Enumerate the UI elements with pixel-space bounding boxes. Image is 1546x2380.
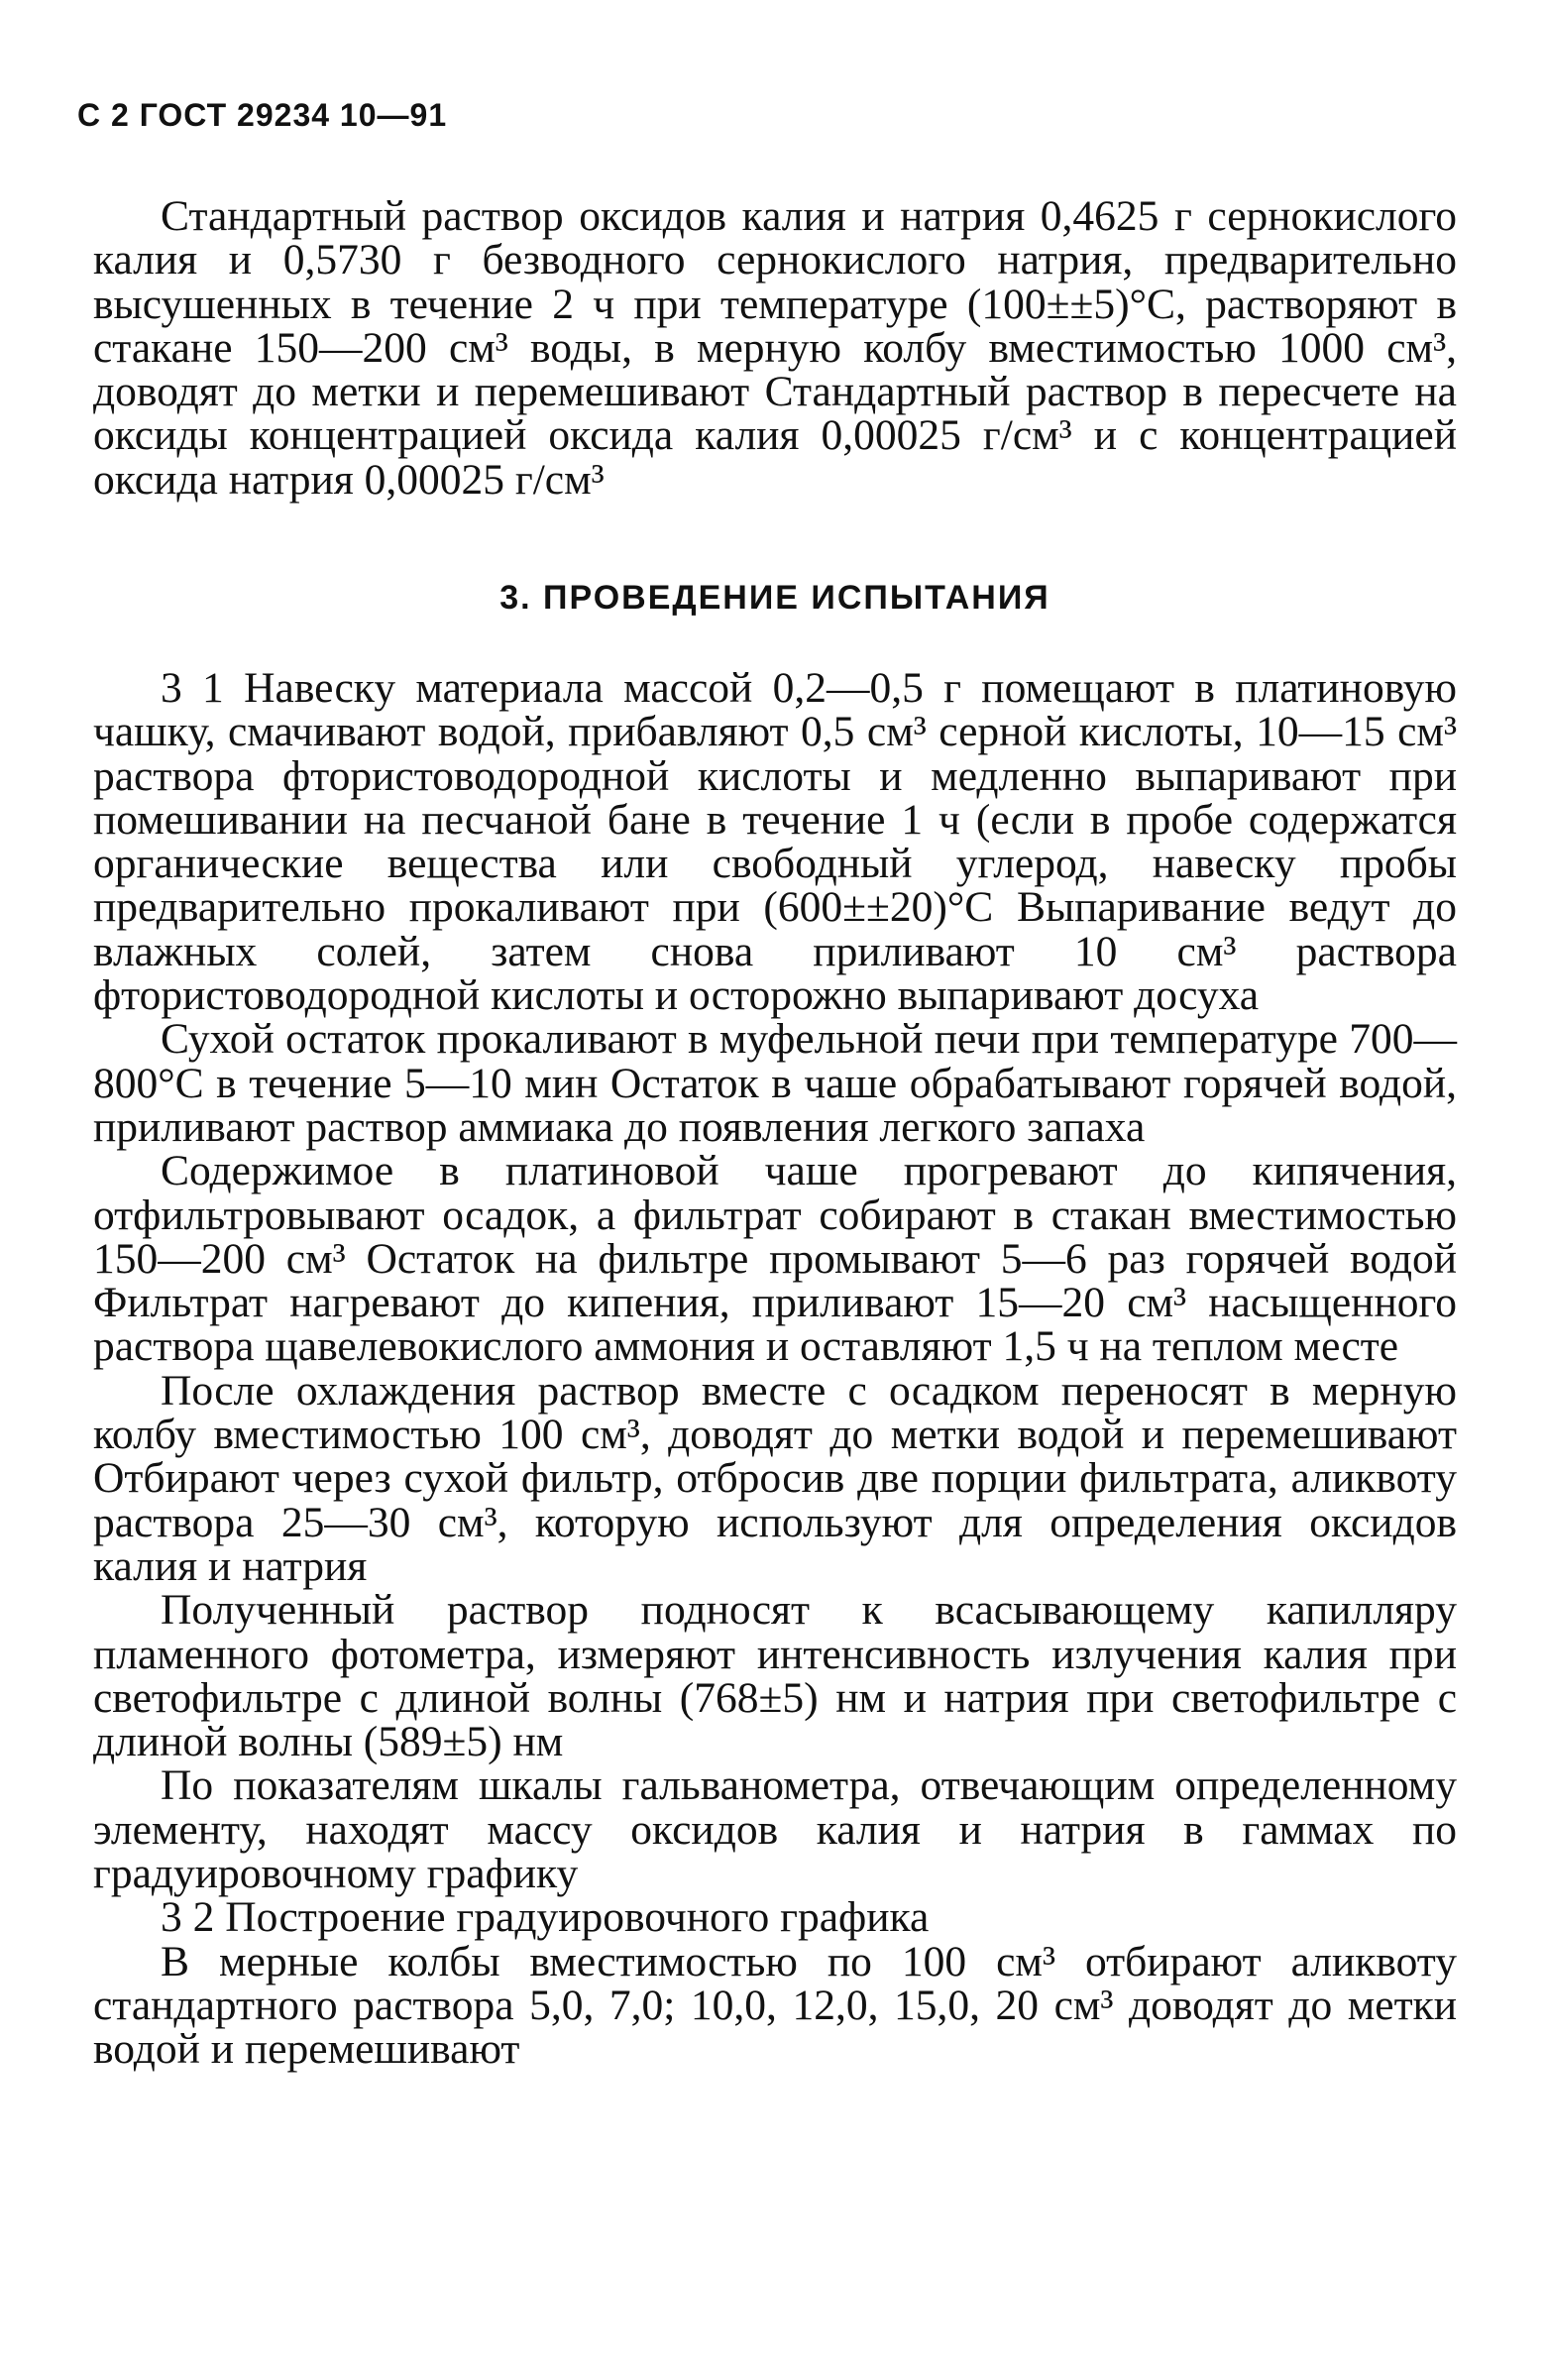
section-title: 3. ПРОВЕДЕНИЕ ИСПЫТАНИЯ — [499, 579, 1050, 617]
intro-block — [93, 194, 1457, 502]
paragraph-3-1: 3 1 Навеску материала массой 0,2—0,5 г помещают в платиновую чашку, смачивают водой, прибавляют 0,5 см³ серной кислоты, 10—15 см³ раствора фтористоводородной кислоты и медленно выпаривают при помешивании на песчаной бане в течение 1 ч (если в пробе содержатся органические вещества или свободный углерод, навеску пробы предварительно прокаливают при (600±±20)°С Выпаривание ведут до влажных солей, затем снова приливают 10 см³ раствора фтористоводородной кислоты и осторожно выпаривают досуха — [93, 664, 1457, 1020]
paragraph-platinum-dish: Содержимое в платиновой чаше прогревают до кипячения, отфильтровывают осадок, а фильтрат собирают в стакан вместимостью 150—200 см³ Остаток на фильтре промывают 5—6 раз горячей водой Фильтрат нагревают до кипения, приливают 15—20 см³ насыщенного раствора щавелевокислого аммония и оставляют 1,5 ч на теплом месте — [93, 1147, 1457, 1371]
paragraph-dry-residue: Сухой остаток прокаливают в муфельной печи при температуре 700—800°С в течение 5—10 мин Остаток в чаше обрабатывают горячей водой, приливают раствор аммиака до появления легкого запаха — [93, 1015, 1457, 1151]
paragraph-galvanometer: По показателям шкалы гальванометра, отвечающим определенному элементу, находят массу оксидов калия и натрия в гаммах по градуировочному графику — [93, 1761, 1457, 1898]
page-header: С 2 ГОСТ 29234 10—91 — [77, 97, 448, 133]
paragraph-after-cooling: После охлаждения раствор вместе с осадком переносят в мерную колбу вместимостью 100 см³, доводят до метки водой и перемешивают Отбирают через сухой фильтр, отбросив две порции фильтрата, аликвоту раствора 25—30 см³, которую используют для определения оксидов калия и натрия — [93, 1366, 1457, 1590]
intro-paragraph: Стандартный раствор оксидов калия и натрия 0,4625 г сернокислого калия и 0,5730 г безводного сернокислого натрия, предварительно высушенных в течение 2 ч при температуре (100±±5)°С, растворяют в стакане 150—200 см³ воды, в мерную колбу вместимостью 1000 см³, доводят до метки и перемешивают Стандартный раствор в пересчете на оксиды концентрацией оксида калия 0,00025 г/см³ и с концентрацией оксида натрия 0,00025 г/см³ — [93, 192, 1457, 504]
section-body — [93, 666, 1457, 2072]
paragraph-photometer: Полученный раствор подносят к всасывающему капилляру пламенного фотометра, измеряют интенсивность излучения калия при светофильтре с длиной волны (768±5) нм и натрия при светофильтре с длиной волны (589±5) нм — [93, 1586, 1457, 1766]
paragraph-3-2-heading: 3 2 Построение градуировочного графика — [161, 1893, 930, 1942]
paragraph-calibration: В мерные колбы вместимостью по 100 см³ отбирают аликвоту стандартного раствора 5,0, 7,0; 10,0, 12,0, 15,0, 20 см³ доводят до метки водой и перемешивают — [93, 1937, 1457, 2074]
